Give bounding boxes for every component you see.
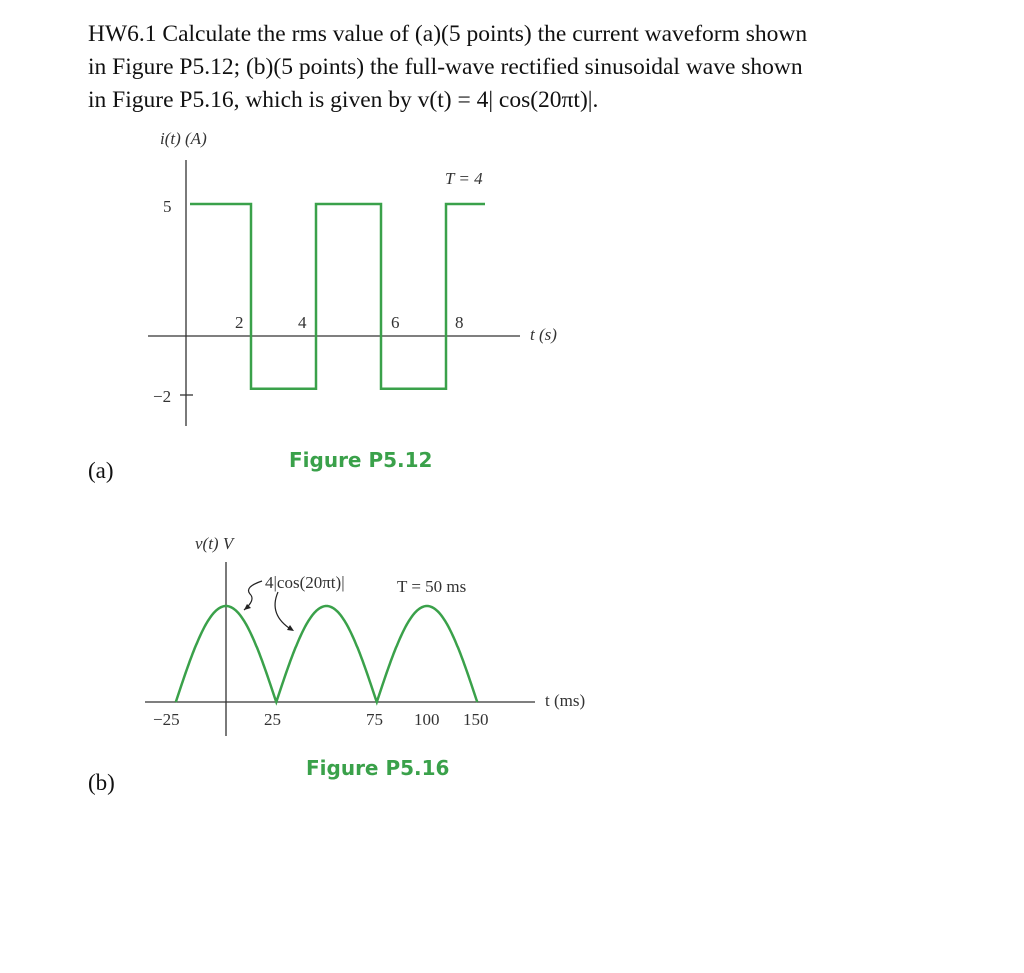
x-tick-label: 8 <box>455 313 464 332</box>
period-annotation: T = 4 <box>445 169 483 188</box>
part-a-label: (a) <box>88 458 114 483</box>
question-line: in Figure P5.12; (b)(5 points) the full-wave rectified sinusoidal wave shown <box>88 54 803 80</box>
x-tick-label: 150 <box>463 710 489 729</box>
arrow-pointer <box>275 592 292 630</box>
question-line: HW6.1 Calculate the rms value of (a)(5 points) the current waveform shown <box>88 21 808 47</box>
x-tick-label: 4 <box>298 313 307 332</box>
current-waveform <box>190 204 485 389</box>
figure-p5-12 <box>148 129 557 472</box>
y-tick-label: −2 <box>153 387 172 406</box>
x-axis-label: t (ms) <box>545 691 586 710</box>
period-annotation: T = 50 ms <box>397 577 467 596</box>
function-annotation: 4|cos(20πt)| <box>265 573 345 592</box>
x-tick-label: 6 <box>391 313 400 332</box>
y-axis-label: v(t) V <box>195 534 234 553</box>
x-tick-label: 25 <box>264 710 281 729</box>
part-b-label: (b) <box>88 770 115 795</box>
x-tick-label: 100 <box>414 710 440 729</box>
y-tick-label: 5 <box>163 197 172 216</box>
figure-caption: Figure P5.12 <box>289 448 433 472</box>
x-tick-label: −25 <box>153 710 180 729</box>
x-axis-label: t (s) <box>530 325 557 344</box>
question-line: in Figure P5.16, which is given by v(t) = 4| cos(20πt)|. <box>88 87 599 113</box>
x-tick-label: 2 <box>235 313 244 332</box>
y-axis-label: i(t) (A) <box>160 129 207 148</box>
arrow-head-icon <box>244 604 251 610</box>
figure-p5-16 <box>145 534 585 780</box>
x-tick-label: 75 <box>366 710 383 729</box>
rectified-sine-waveform <box>176 606 478 702</box>
figure-caption: Figure P5.16 <box>306 756 450 780</box>
